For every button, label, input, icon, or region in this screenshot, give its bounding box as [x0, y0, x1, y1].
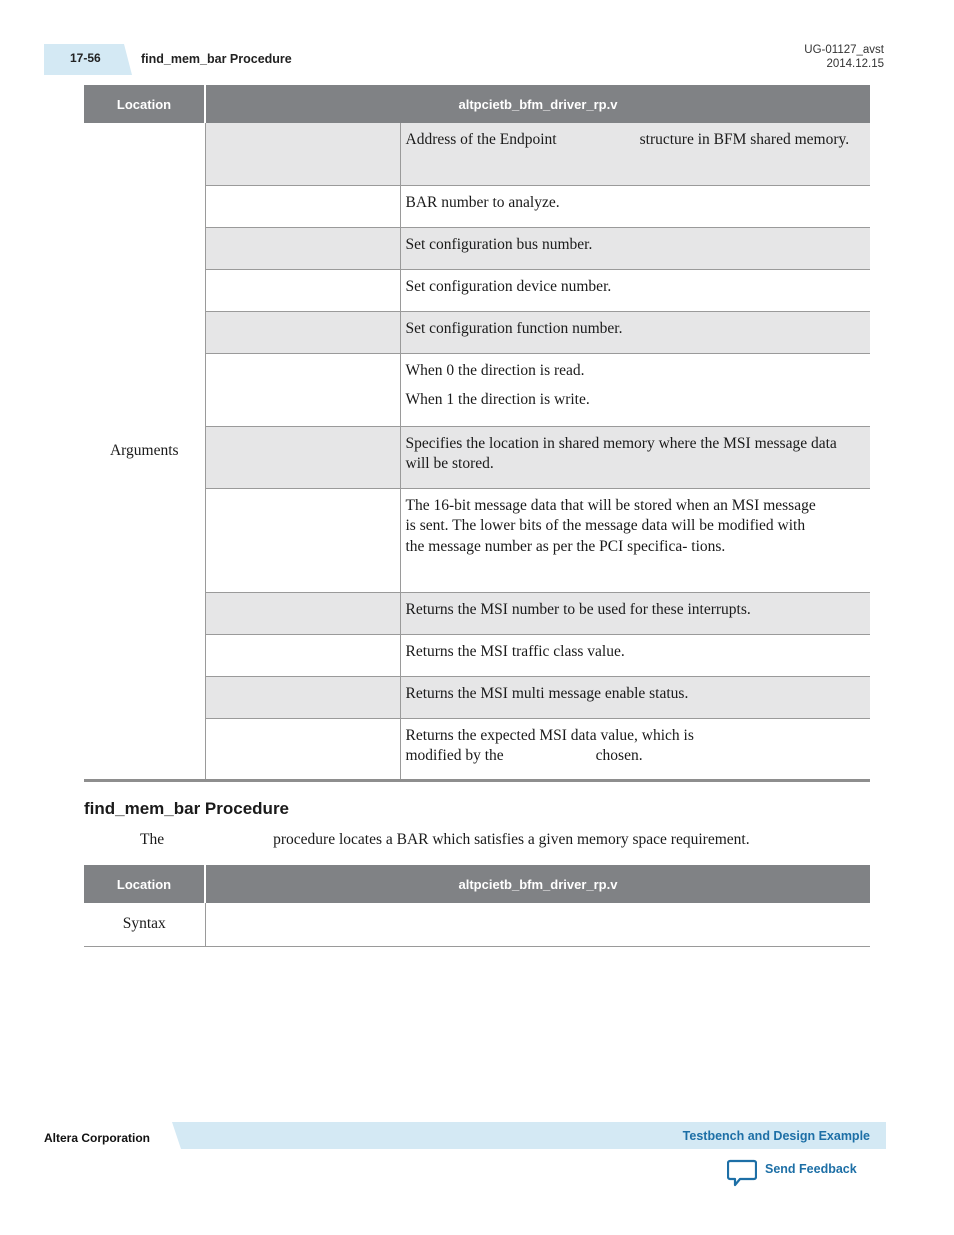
procedure-heading: find_mem_bar Procedure — [84, 799, 290, 818]
syntax-table — [84, 865, 870, 947]
footer-company: Altera Corporation — [44, 1131, 151, 1145]
location-cell-arguments: Arguments — [84, 123, 205, 780]
argument-name-cell — [205, 227, 400, 269]
argument-name-cell — [205, 676, 400, 718]
argument-name-cell — [205, 634, 400, 676]
argument-description: Set configuration function number. — [400, 311, 870, 353]
argument-name-cell — [205, 718, 400, 780]
footer-chapter-link[interactable]: Testbench and Design Example — [682, 1129, 870, 1143]
running-section-title: find_mem_bar Procedure — [141, 52, 292, 66]
location-cell-syntax: Syntax — [84, 903, 205, 946]
column-header-file: altpcietb_bfm_driver_rp.v — [205, 85, 870, 123]
direction-read-text: When 0 the direction is read. — [405, 361, 585, 379]
argument-description: Specifies the location in shared memory where the MSI message data will be stored. — [400, 426, 870, 488]
column-header-file: altpcietb_bfm_driver_rp.v — [205, 865, 870, 903]
document-id — [804, 43, 884, 71]
argument-description: BAR number to analyze. — [400, 185, 870, 227]
table-header-row — [84, 85, 870, 123]
table-row — [84, 123, 870, 185]
argument-description: Returns the MSI traffic class value. — [400, 634, 870, 676]
argument-name-cell — [205, 488, 400, 592]
procedure-intro: The procedure locates a BAR which satisfies a given memory space requirement. — [140, 831, 750, 848]
doc-id-code: UG-01127_avst — [804, 44, 884, 56]
argument-name-cell — [205, 353, 400, 426]
argument-name-cell — [205, 311, 400, 353]
argument-name-cell — [205, 185, 400, 227]
page-number: 17-56 — [70, 51, 101, 65]
argument-name-cell — [205, 592, 400, 634]
argument-name-cell — [205, 123, 400, 185]
column-header-location: Location — [84, 85, 205, 123]
column-header-location: Location — [84, 865, 205, 903]
arguments-table — [84, 85, 870, 782]
argument-description: Returns the MSI multi message enable status. — [400, 676, 870, 718]
doc-date: 2014.12.15 — [826, 58, 884, 70]
argument-description — [400, 353, 870, 426]
argument-description: Set configuration device number. — [400, 269, 870, 311]
argument-description: Returns the MSI number to be used for these interrupts. — [400, 592, 870, 634]
feedback-icon[interactable] — [727, 1159, 757, 1187]
argument-description: Set configuration bus number. — [400, 227, 870, 269]
argument-description: Returns the expected MSI data value, which is modified by the chosen. — [400, 718, 870, 780]
send-feedback-link[interactable]: Send Feedback — [765, 1162, 857, 1176]
table-row — [84, 903, 870, 946]
table-header-row — [84, 865, 870, 903]
direction-write-text: When 1 the direction is write. — [405, 391, 590, 408]
syntax-value-cell — [205, 903, 870, 946]
argument-name-cell — [205, 426, 400, 488]
argument-description: The 16-bit message data that will be stored when an MSI message is sent. The lower bits of the message data will be modified with the message number as per the PCI specifica- tions. — [400, 488, 870, 592]
argument-name-cell — [205, 269, 400, 311]
argument-description: Address of the Endpoint structure in BFM shared memory. — [400, 123, 870, 185]
